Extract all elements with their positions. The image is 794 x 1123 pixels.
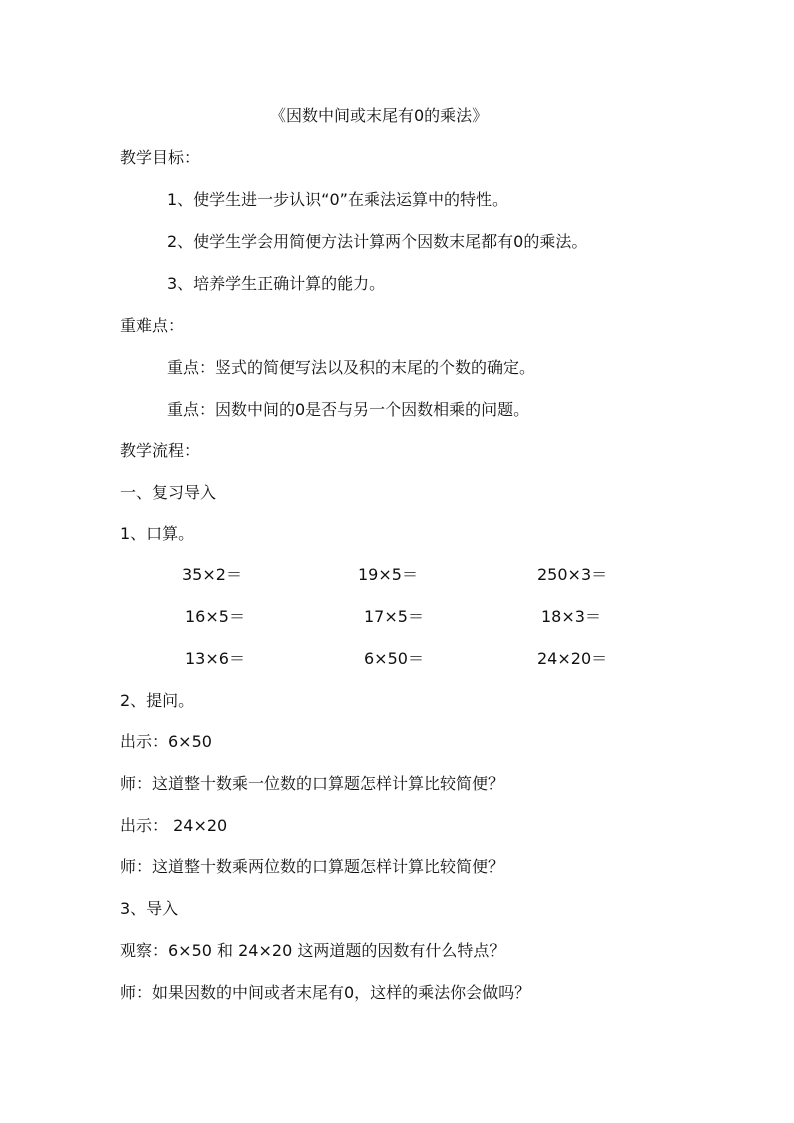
oral-calc-item: 13×6＝ <box>185 649 245 668</box>
goal-item: 2、使学生学会用简便方法计算两个因数末尾都有0的乘法。 <box>167 232 588 251</box>
key-point-item: 重点：竖式的简便写法以及积的末尾的个数的确定。 <box>167 358 536 377</box>
question-heading: 2、提问。 <box>120 691 195 710</box>
oral-calc-item: 18×3＝ <box>541 607 601 626</box>
oral-calc-item: 17×5＝ <box>364 607 424 626</box>
goal-item: 3、培养学生正确计算的能力。 <box>167 274 386 293</box>
teacher-question: 师：如果因数的中间或者末尾有0，这样的乘法你会做吗？ <box>120 983 531 1002</box>
document-title: 《因数中间或末尾有0的乘法》 <box>270 106 489 125</box>
oral-calc-item: 250×3＝ <box>537 565 608 584</box>
oral-calculation-heading: 1、口算。 <box>120 524 195 543</box>
teacher-question: 师：这道整十数乘两位数的口算题怎样计算比较简便？ <box>120 857 505 876</box>
oral-calc-item: 24×20＝ <box>537 649 608 668</box>
teaching-goals-heading: 教学目标： <box>120 148 201 167</box>
oral-calc-item: 35×2＝ <box>182 565 242 584</box>
goal-item: 1、使学生进一步认识“0”在乘法运算中的特性。 <box>167 190 508 209</box>
observation-prompt: 观察：6×50 和 24×20 这两道题的因数有什么特点？ <box>120 941 506 960</box>
review-intro-heading: 一、复习导入 <box>120 483 217 502</box>
display-problem: 出示： 24×20 <box>120 816 228 835</box>
key-difficult-heading: 重难点： <box>120 316 185 335</box>
introduction-heading: 3、导入 <box>120 899 179 918</box>
oral-calc-item: 6×50＝ <box>364 649 424 668</box>
teacher-question: 师：这道整十数乘一位数的口算题怎样计算比较简便？ <box>120 774 505 793</box>
oral-calc-item: 19×5＝ <box>358 565 418 584</box>
display-problem: 出示：6×50 <box>120 732 212 751</box>
key-point-item: 重点：因数中间的0是否与另一个因数相乘的问题。 <box>167 400 530 419</box>
teaching-process-heading: 教学流程： <box>120 441 201 460</box>
oral-calc-item: 16×5＝ <box>185 607 245 626</box>
